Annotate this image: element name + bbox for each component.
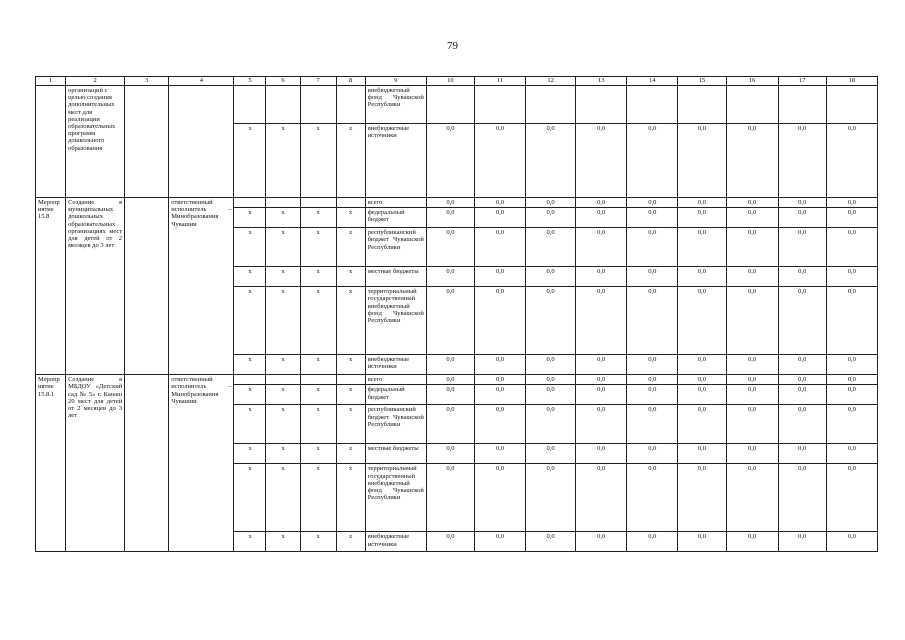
amount-cell: 0,0 (778, 444, 826, 464)
header-cell: 7 (300, 77, 336, 86)
amount-cell: 0,0 (826, 208, 877, 228)
header-cell: 13 (576, 77, 627, 86)
amount-cell: 0,0 (576, 228, 627, 267)
amount-cell: 0,0 (778, 375, 826, 385)
amount-cell: 0,0 (778, 464, 826, 532)
col3-cell (125, 86, 169, 198)
funding-source: всего (365, 198, 426, 208)
mark-cell (266, 375, 300, 385)
funding-source: республиканский бюджет Чувашской Республики (365, 228, 426, 267)
mark-cell: х (300, 267, 336, 287)
col3-cell (125, 198, 169, 375)
mark-cell: х (266, 267, 300, 287)
amount-cell: 0,0 (526, 287, 576, 355)
amount-cell: 0,0 (726, 287, 778, 355)
mark-cell: х (266, 355, 300, 375)
amount-cell: 0,0 (474, 444, 525, 464)
mark-cell (336, 198, 365, 208)
amount-cell: 0,0 (426, 405, 474, 444)
mark-cell: х (234, 385, 266, 405)
mark-cell: х (266, 405, 300, 444)
amount-cell: 0,0 (826, 385, 877, 405)
mark-cell: х (300, 208, 336, 228)
funding-source: территориальный государственный внебюджетный фонд Чувашской Республики (365, 287, 426, 355)
amount-cell: 0,0 (726, 375, 778, 385)
amount-cell: 0,0 (426, 267, 474, 287)
amount-cell: 0,0 (678, 287, 726, 355)
header-cell: 16 (726, 77, 778, 86)
amount-cell: 0,0 (526, 355, 576, 375)
amount-cell: 0,0 (576, 208, 627, 228)
amount-cell (426, 86, 474, 124)
funding-source: республиканский бюджет Чувашской Республики (365, 405, 426, 444)
amount-cell: 0,0 (576, 124, 627, 198)
mark-cell: х (266, 124, 300, 198)
header-cell: 5 (234, 77, 266, 86)
amount-cell: 0,0 (474, 464, 525, 532)
amount-cell: 0,0 (474, 355, 525, 375)
amount-cell: 0,0 (474, 228, 525, 267)
amount-cell: 0,0 (426, 464, 474, 532)
amount-cell (627, 86, 678, 124)
measure-code: Мероприятие 15.8 (36, 198, 66, 375)
amount-cell: 0,0 (678, 124, 726, 198)
funding-source: местные бюджеты (365, 267, 426, 287)
amount-cell: 0,0 (474, 267, 525, 287)
header-cell: 1 (36, 77, 66, 86)
header-cell: 8 (336, 77, 365, 86)
amount-cell: 0,0 (474, 198, 525, 208)
amount-cell: 0,0 (426, 355, 474, 375)
amount-cell: 0,0 (526, 228, 576, 267)
mark-cell: х (336, 444, 365, 464)
header-cell: 12 (526, 77, 576, 86)
executor (169, 86, 234, 198)
amount-cell: 0,0 (576, 198, 627, 208)
amount-cell: 0,0 (576, 532, 627, 552)
amount-cell: 0,0 (576, 375, 627, 385)
mark-cell: х (336, 405, 365, 444)
amount-cell: 0,0 (778, 355, 826, 375)
amount-cell: 0,0 (576, 267, 627, 287)
amount-cell: 0,0 (678, 375, 726, 385)
amount-cell: 0,0 (678, 464, 726, 532)
funding-source: местные бюджеты (365, 444, 426, 464)
amount-cell: 0,0 (627, 124, 678, 198)
amount-cell: 0,0 (474, 532, 525, 552)
amount-cell: 0,0 (426, 208, 474, 228)
amount-cell: 0,0 (627, 464, 678, 532)
amount-cell: 0,0 (627, 532, 678, 552)
header-cell: 11 (474, 77, 525, 86)
funding-source: внебюджетный фонд Чувашской Республики (365, 86, 426, 124)
amount-cell: 0,0 (474, 375, 525, 385)
amount-cell: 0,0 (526, 385, 576, 405)
amount-cell: 0,0 (526, 444, 576, 464)
amount-cell (778, 86, 826, 124)
amount-cell: 0,0 (826, 532, 877, 552)
amount-cell: 0,0 (778, 208, 826, 228)
amount-cell: 0,0 (778, 198, 826, 208)
amount-cell (826, 86, 877, 124)
mark-cell: х (336, 267, 365, 287)
amount-cell: 0,0 (474, 208, 525, 228)
header-cell: 14 (627, 77, 678, 86)
header-cell: 4 (169, 77, 234, 86)
amount-cell: 0,0 (678, 444, 726, 464)
amount-cell: 0,0 (576, 355, 627, 375)
mark-cell: х (336, 355, 365, 375)
amount-cell: 0,0 (627, 405, 678, 444)
funding-table (35, 76, 878, 552)
amount-cell: 0,0 (627, 198, 678, 208)
mark-cell: х (266, 228, 300, 267)
amount-cell: 0,0 (726, 385, 778, 405)
amount-cell (474, 86, 525, 124)
mark-cell: х (300, 355, 336, 375)
amount-cell: 0,0 (627, 385, 678, 405)
amount-cell: 0,0 (778, 228, 826, 267)
mark-cell: х (234, 124, 266, 198)
mark-cell: х (336, 532, 365, 552)
mark-cell: х (336, 124, 365, 198)
mark-cell: х (234, 405, 266, 444)
amount-cell: 0,0 (678, 355, 726, 375)
amount-cell: 0,0 (726, 124, 778, 198)
measure-name: организаций с целью создания дополнительных мест для реализации образовательных программ дошкольного образования (66, 86, 125, 198)
amount-cell: 0,0 (826, 405, 877, 444)
amount-cell (526, 86, 576, 124)
amount-cell: 0,0 (678, 405, 726, 444)
amount-cell: 0,0 (826, 355, 877, 375)
amount-cell (576, 86, 627, 124)
amount-cell: 0,0 (426, 385, 474, 405)
mark-cell: х (300, 405, 336, 444)
mark-cell (234, 86, 266, 124)
header-cell: 9 (365, 77, 426, 86)
amount-cell: 0,0 (726, 405, 778, 444)
amount-cell: 0,0 (678, 267, 726, 287)
amount-cell: 0,0 (426, 198, 474, 208)
amount-cell: 0,0 (726, 444, 778, 464)
amount-cell: 0,0 (426, 375, 474, 385)
header-cell: 17 (778, 77, 826, 86)
amount-cell: 0,0 (426, 228, 474, 267)
mark-cell: х (300, 444, 336, 464)
amount-cell: 0,0 (526, 405, 576, 444)
amount-cell: 0,0 (576, 444, 627, 464)
amount-cell: 0,0 (826, 228, 877, 267)
amount-cell: 0,0 (826, 287, 877, 355)
amount-cell: 0,0 (627, 444, 678, 464)
mark-cell (300, 198, 336, 208)
mark-cell: х (234, 228, 266, 267)
amount-cell: 0,0 (627, 228, 678, 267)
mark-cell: х (234, 267, 266, 287)
amount-cell: 0,0 (826, 198, 877, 208)
amount-cell: 0,0 (526, 198, 576, 208)
amount-cell: 0,0 (474, 385, 525, 405)
amount-cell: 0,0 (426, 444, 474, 464)
amount-cell: 0,0 (426, 124, 474, 198)
amount-cell: 0,0 (526, 124, 576, 198)
measure-code (36, 86, 66, 198)
amount-cell: 0,0 (826, 464, 877, 532)
header-cell: 2 (66, 77, 125, 86)
amount-cell: 0,0 (474, 287, 525, 355)
mark-cell: х (234, 287, 266, 355)
mark-cell: х (300, 532, 336, 552)
mark-cell: х (336, 208, 365, 228)
amount-cell: 0,0 (778, 287, 826, 355)
mark-cell: х (336, 385, 365, 405)
funding-source: внебюджетные источники (365, 355, 426, 375)
header-cell: 18 (826, 77, 877, 86)
mark-cell: х (266, 385, 300, 405)
col3-cell (125, 375, 169, 552)
amount-cell: 0,0 (526, 375, 576, 385)
amount-cell: 0,0 (678, 208, 726, 228)
mark-cell: х (266, 464, 300, 532)
mark-cell: х (300, 228, 336, 267)
mark-cell (336, 86, 365, 124)
mark-cell: х (266, 208, 300, 228)
funding-source: федеральный бюджет (365, 208, 426, 228)
mark-cell (266, 198, 300, 208)
header-cell: 15 (678, 77, 726, 86)
amount-cell: 0,0 (627, 355, 678, 375)
amount-cell: 0,0 (426, 287, 474, 355)
amount-cell: 0,0 (726, 267, 778, 287)
funding-source: внебюджетные источники (365, 532, 426, 552)
amount-cell: 0,0 (576, 464, 627, 532)
amount-cell: 0,0 (826, 124, 877, 198)
mark-cell: х (300, 464, 336, 532)
table-row (36, 198, 878, 208)
executor: ответственный исполнитель – Минобразования Чувашии (169, 198, 234, 375)
amount-cell: 0,0 (778, 532, 826, 552)
mark-cell: х (300, 124, 336, 198)
amount-cell: 0,0 (678, 385, 726, 405)
amount-cell: 0,0 (778, 385, 826, 405)
table-row (36, 86, 878, 124)
mark-cell (300, 86, 336, 124)
amount-cell: 0,0 (726, 228, 778, 267)
mark-cell (266, 86, 300, 124)
mark-cell: х (234, 355, 266, 375)
mark-cell: х (336, 464, 365, 532)
amount-cell: 0,0 (678, 532, 726, 552)
measure-name: Создание в муниципальных дошкольных образовательных организациях мест для детей от 2 месяцев до 3 лет (66, 198, 125, 375)
mark-cell (234, 375, 266, 385)
mark-cell: х (336, 228, 365, 267)
page-number: 79 (447, 40, 458, 52)
amount-cell: 0,0 (726, 198, 778, 208)
funding-source: всего (365, 375, 426, 385)
amount-cell: 0,0 (678, 198, 726, 208)
amount-cell: 0,0 (526, 267, 576, 287)
amount-cell: 0,0 (576, 405, 627, 444)
mark-cell: х (266, 532, 300, 552)
mark-cell (234, 198, 266, 208)
amount-cell: 0,0 (526, 464, 576, 532)
amount-cell: 0,0 (627, 375, 678, 385)
mark-cell: х (266, 287, 300, 355)
funding-source: территориальный государственный внебюджетный фонд Чувашской Республики (365, 464, 426, 532)
amount-cell (678, 86, 726, 124)
mark-cell: х (234, 444, 266, 464)
amount-cell (726, 86, 778, 124)
mark-cell: х (336, 287, 365, 355)
amount-cell: 0,0 (778, 405, 826, 444)
header-cell: 10 (426, 77, 474, 86)
amount-cell: 0,0 (778, 124, 826, 198)
table-row (36, 375, 878, 385)
mark-cell: х (266, 444, 300, 464)
executor: ответственный исполнитель – Минобразования Чувашии (169, 375, 234, 552)
mark-cell (300, 375, 336, 385)
amount-cell: 0,0 (627, 267, 678, 287)
amount-cell: 0,0 (627, 208, 678, 228)
measure-name: Создание в МБДОУ «Детский сад № 5» г. Канаш 20 мест для детей от 2 месяцев до 3 лет (66, 375, 125, 552)
amount-cell: 0,0 (826, 375, 877, 385)
mark-cell: х (300, 385, 336, 405)
header-cell: 6 (266, 77, 300, 86)
amount-cell: 0,0 (627, 287, 678, 355)
amount-cell: 0,0 (576, 287, 627, 355)
amount-cell: 0,0 (778, 267, 826, 287)
amount-cell: 0,0 (678, 228, 726, 267)
amount-cell: 0,0 (474, 124, 525, 198)
mark-cell: х (234, 532, 266, 552)
funding-source: внебюджетные источники (365, 124, 426, 198)
funding-source: федеральный бюджет (365, 385, 426, 405)
amount-cell: 0,0 (426, 532, 474, 552)
amount-cell: 0,0 (726, 355, 778, 375)
measure-code: Мероприятие 15.8.1 (36, 375, 66, 552)
amount-cell: 0,0 (826, 444, 877, 464)
amount-cell: 0,0 (726, 532, 778, 552)
amount-cell: 0,0 (576, 385, 627, 405)
header-row (36, 77, 878, 86)
amount-cell: 0,0 (726, 464, 778, 532)
header-cell: 3 (125, 77, 169, 86)
mark-cell: х (234, 464, 266, 532)
amount-cell: 0,0 (826, 267, 877, 287)
mark-cell (336, 375, 365, 385)
mark-cell: х (300, 287, 336, 355)
amount-cell: 0,0 (526, 208, 576, 228)
mark-cell: х (234, 208, 266, 228)
amount-cell: 0,0 (474, 405, 525, 444)
amount-cell: 0,0 (726, 208, 778, 228)
amount-cell: 0,0 (526, 532, 576, 552)
